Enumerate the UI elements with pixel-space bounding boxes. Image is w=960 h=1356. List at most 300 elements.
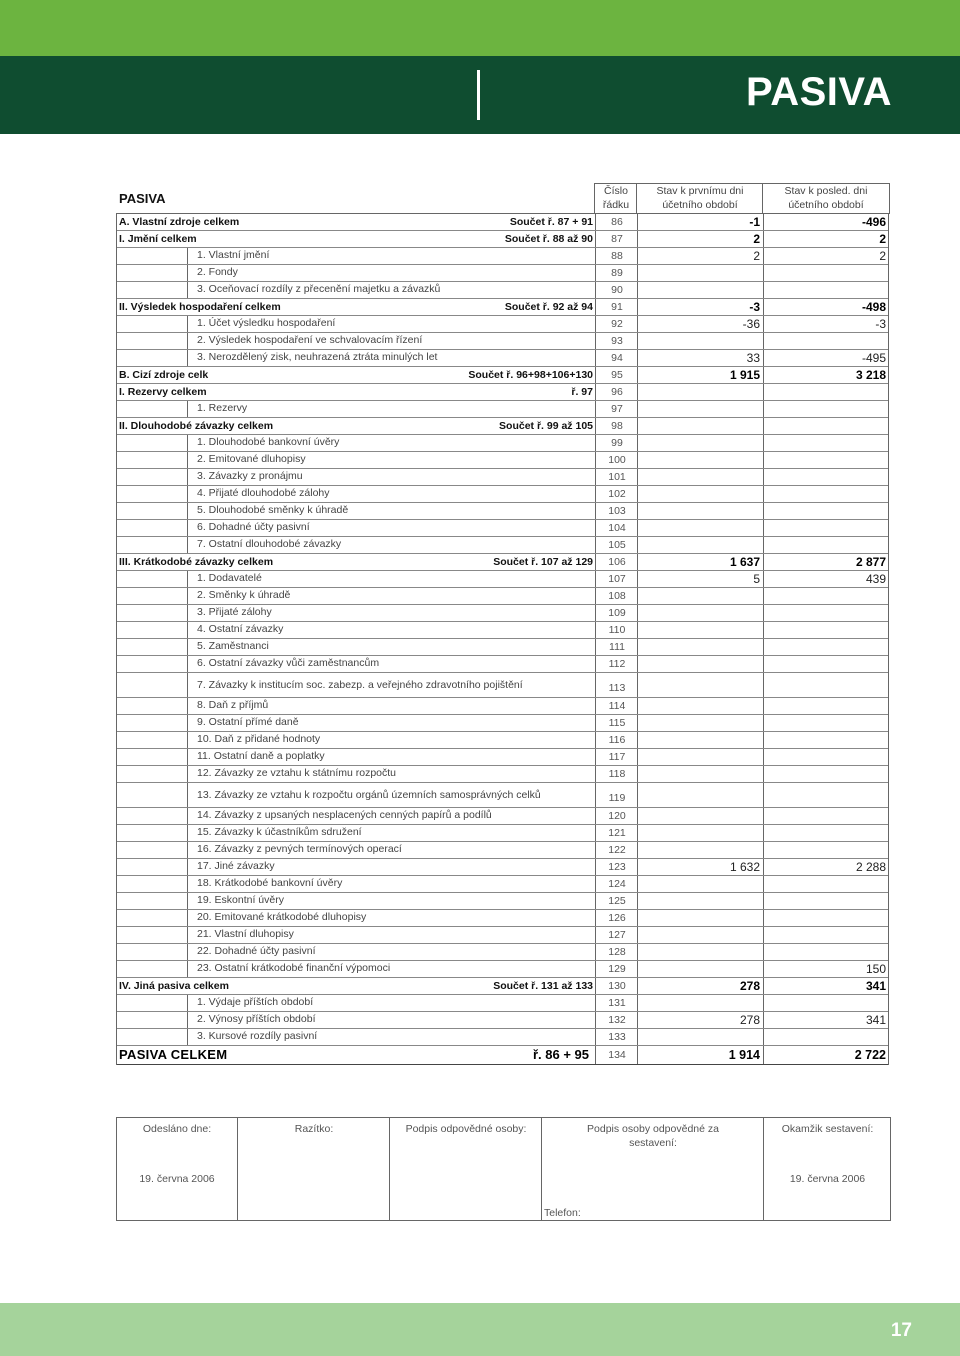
row-label-cell xyxy=(117,350,595,366)
table-row xyxy=(117,715,888,732)
last-day-value: 2 xyxy=(763,248,890,264)
table-row xyxy=(117,333,888,350)
row-number: 119 xyxy=(595,783,638,807)
row-label: 10. Daň z přidané hodnoty xyxy=(197,733,321,745)
table-row xyxy=(117,469,888,486)
row-label-cell xyxy=(117,435,595,451)
first-day-value xyxy=(637,333,764,349)
last-day-value: 439 xyxy=(763,571,890,587)
first-day-value xyxy=(637,537,764,553)
row-label-cell xyxy=(117,825,595,841)
first-day-value xyxy=(637,910,764,926)
first-day-value xyxy=(637,876,764,892)
header-title: PASIVA xyxy=(746,70,892,114)
row-label: 1. Rezervy xyxy=(197,402,248,414)
row-number: 130 xyxy=(595,978,638,994)
row-label-cell xyxy=(117,783,595,807)
last-day-value: -495 xyxy=(763,350,890,366)
first-day-value: 1 914 xyxy=(637,1046,764,1064)
row-number: 134 xyxy=(595,1046,638,1064)
table-row xyxy=(117,452,888,469)
first-day-value xyxy=(637,808,764,824)
table-row xyxy=(117,944,888,961)
row-number: 111 xyxy=(595,639,638,655)
row-number: 100 xyxy=(595,452,638,468)
row-number: 112 xyxy=(595,656,638,672)
row-number: 87 xyxy=(595,231,638,247)
page-number: 17 xyxy=(890,1320,912,1341)
indent-divider xyxy=(187,1012,188,1028)
row-label: 5. Zaměstnanci xyxy=(197,640,269,652)
row-label: 5. Dlouhodobé směnky k úhradě xyxy=(197,504,349,516)
first-day-value xyxy=(637,282,764,298)
responsible-person-label: Podpis odpovědné osoby: xyxy=(405,1123,527,1135)
indent-divider xyxy=(187,605,188,621)
last-day-value xyxy=(763,842,890,858)
sent-date-cell xyxy=(117,1118,237,1220)
row-label-cell xyxy=(117,842,595,858)
first-day-value xyxy=(637,639,764,655)
row-label-cell xyxy=(117,1046,595,1064)
row-label: 14. Závazky z upsaných nesplacených cenných papírů a podílů xyxy=(197,809,492,821)
table-row xyxy=(117,1012,888,1029)
row-label-cell xyxy=(117,520,595,536)
row-label-cell xyxy=(117,639,595,655)
row-label: 3. Nerozdělený zisk, neuhrazená ztráta minulých let xyxy=(197,351,438,363)
row-label-cell xyxy=(117,214,595,230)
row-label-cell xyxy=(117,418,595,434)
first-day-value xyxy=(637,698,764,714)
last-day-value: 2 877 xyxy=(763,554,890,570)
first-day-value xyxy=(637,927,764,943)
last-day-value xyxy=(763,435,890,451)
table-row xyxy=(117,995,888,1012)
table-row xyxy=(117,893,888,910)
last-day-value xyxy=(763,452,890,468)
indent-divider xyxy=(187,282,188,298)
row-label-cell xyxy=(117,808,595,824)
row-number: 102 xyxy=(595,486,638,502)
last-day-value xyxy=(763,622,890,638)
row-label-cell xyxy=(117,1029,595,1045)
table-row xyxy=(117,673,888,698)
row-label-cell xyxy=(117,715,595,731)
table-row xyxy=(117,588,888,605)
row-label: 20. Emitované krátkodobé dluhopisy xyxy=(197,911,367,923)
compiled-time-cell xyxy=(763,1118,891,1220)
table-row-section xyxy=(117,214,888,231)
indent-divider xyxy=(187,656,188,672)
row-label: II. Výsledek hospodaření celkem xyxy=(119,301,281,313)
row-label-cell xyxy=(117,893,595,909)
table-row xyxy=(117,961,888,978)
row-number: 120 xyxy=(595,808,638,824)
compiler-signature-cell xyxy=(541,1118,764,1220)
row-label-cell xyxy=(117,1012,595,1028)
table-row xyxy=(117,732,888,749)
table-row xyxy=(117,503,888,520)
last-day-value xyxy=(763,698,890,714)
last-day-value xyxy=(763,418,890,434)
row-label-cell xyxy=(117,944,595,960)
last-day-value xyxy=(763,808,890,824)
last-day-value xyxy=(763,282,890,298)
first-day-value xyxy=(637,401,764,417)
last-day-value xyxy=(763,520,890,536)
last-day-value xyxy=(763,944,890,960)
row-number: 92 xyxy=(595,316,638,332)
responsible-person-cell xyxy=(389,1118,542,1220)
first-day-value xyxy=(637,732,764,748)
first-day-value: 2 xyxy=(637,231,764,247)
last-day-value xyxy=(763,656,890,672)
last-day-value xyxy=(763,605,890,621)
row-label-cell xyxy=(117,749,595,765)
balance-sheet-table xyxy=(116,183,889,1065)
table-title: PASIVA xyxy=(119,191,166,206)
indent-divider xyxy=(187,715,188,731)
row-number: 86 xyxy=(595,214,638,230)
row-number: 98 xyxy=(595,418,638,434)
first-day-value: 1 637 xyxy=(637,554,764,570)
last-day-value: 341 xyxy=(763,978,890,994)
row-label-cell xyxy=(117,469,595,485)
row-number: 110 xyxy=(595,622,638,638)
row-sum-formula: Součet ř. 88 až 90 xyxy=(504,233,593,245)
indent-divider xyxy=(187,537,188,553)
sent-date-label: Odesláno dne: xyxy=(142,1123,212,1135)
row-label: 3. Závazky z pronájmu xyxy=(197,470,303,482)
table-row xyxy=(117,927,888,944)
indent-divider xyxy=(187,588,188,604)
row-number: 88 xyxy=(595,248,638,264)
table-row xyxy=(117,316,888,333)
first-day-value xyxy=(637,842,764,858)
row-number: 114 xyxy=(595,698,638,714)
indent-divider xyxy=(187,749,188,765)
last-day-value: 2 722 xyxy=(763,1046,890,1064)
indent-divider xyxy=(187,927,188,943)
row-label-cell xyxy=(117,622,595,638)
row-label: 2. Emitované dluhopisy xyxy=(197,453,306,465)
first-day-value xyxy=(637,944,764,960)
row-label: B. Cizí zdroje celk xyxy=(119,369,209,381)
indent-divider xyxy=(187,265,188,281)
first-day-value xyxy=(637,588,764,604)
row-number: 103 xyxy=(595,503,638,519)
table-row xyxy=(117,859,888,876)
row-label: 1. Dodavatelé xyxy=(197,572,262,584)
row-number: 107 xyxy=(595,571,638,587)
table-row-section xyxy=(117,299,888,316)
first-day-value xyxy=(637,961,764,977)
row-label: 2. Fondy xyxy=(197,266,238,278)
row-number: 90 xyxy=(595,282,638,298)
row-sum-formula: Součet ř. 92 až 94 xyxy=(504,301,593,313)
row-number: 113 xyxy=(595,673,638,697)
indent-divider xyxy=(187,350,188,366)
row-sum-formula: Součet ř. 87 + 91 xyxy=(509,216,593,228)
last-day-value: 2 xyxy=(763,231,890,247)
row-label-cell xyxy=(117,927,595,943)
last-day-value: 2 288 xyxy=(763,859,890,875)
last-day-value xyxy=(763,673,890,697)
row-label-cell xyxy=(117,333,595,349)
last-day-value xyxy=(763,783,890,807)
table-row xyxy=(117,537,888,554)
first-day-value xyxy=(637,893,764,909)
row-label: 11. Ostatní daně a poplatky xyxy=(197,750,325,762)
indent-divider xyxy=(187,783,188,807)
first-day-value xyxy=(637,749,764,765)
table-row xyxy=(117,265,888,282)
row-label-cell xyxy=(117,876,595,892)
row-sum-formula: Součet ř. 107 až 129 xyxy=(493,556,593,568)
first-day-value: -36 xyxy=(637,316,764,332)
row-label-cell xyxy=(117,656,595,672)
row-number: 127 xyxy=(595,927,638,943)
row-number: 126 xyxy=(595,910,638,926)
top-green-stripe xyxy=(0,0,960,56)
row-label-cell xyxy=(117,282,595,298)
row-number: 118 xyxy=(595,766,638,782)
row-number: 108 xyxy=(595,588,638,604)
first-day-value xyxy=(637,452,764,468)
row-number: 97 xyxy=(595,401,638,417)
column-header-last-day: Stav k posled. dni účetního období xyxy=(762,183,890,214)
last-day-value xyxy=(763,715,890,731)
last-day-value xyxy=(763,384,890,400)
row-label: 2. Výnosy příštích období xyxy=(197,1013,316,1025)
row-label-cell xyxy=(117,961,595,977)
indent-divider xyxy=(187,486,188,502)
last-day-value xyxy=(763,876,890,892)
row-number: 91 xyxy=(595,299,638,315)
row-label: 7. Závazky k institucím soc. zabezp. a veřejného zdravotního pojištění xyxy=(197,679,523,691)
indent-divider xyxy=(187,825,188,841)
row-label: 3. Přijaté zálohy xyxy=(197,606,272,618)
last-day-value xyxy=(763,588,890,604)
row-label-cell xyxy=(117,910,595,926)
row-sum-formula: ř. 86 + 95 xyxy=(532,1047,589,1062)
last-day-value: 3 218 xyxy=(763,367,890,383)
row-label-cell xyxy=(117,231,595,247)
row-label-cell xyxy=(117,605,595,621)
table-row-section xyxy=(117,418,888,435)
row-label: 1. Vlastní jmění xyxy=(197,249,270,261)
row-sum-formula: ř. 97 xyxy=(571,386,593,398)
last-day-value xyxy=(763,265,890,281)
row-label: 23. Ostatní krátkodobé finanční výpomoci xyxy=(197,962,391,974)
table-header xyxy=(116,183,889,213)
row-number: 131 xyxy=(595,995,638,1011)
compiled-time-value: 19. června 2006 xyxy=(789,1173,866,1185)
table-row xyxy=(117,282,888,299)
first-day-value xyxy=(637,995,764,1011)
table-row-section xyxy=(117,231,888,248)
indent-divider xyxy=(187,876,188,892)
row-label: 4. Ostatní závazky xyxy=(197,623,284,635)
row-number: 106 xyxy=(595,554,638,570)
indent-divider xyxy=(187,452,188,468)
row-number: 133 xyxy=(595,1029,638,1045)
row-sum-formula: Součet ř. 96+98+106+130 xyxy=(468,369,593,381)
row-label-cell xyxy=(117,732,595,748)
indent-divider xyxy=(187,435,188,451)
row-number: 109 xyxy=(595,605,638,621)
last-day-value: 341 xyxy=(763,1012,890,1028)
indent-divider xyxy=(187,842,188,858)
indent-divider xyxy=(187,333,188,349)
first-day-value xyxy=(637,503,764,519)
row-label: A. Vlastní zdroje celkem xyxy=(119,216,240,228)
column-header-first-day: Stav k prvnímu dni účetního období xyxy=(636,183,763,214)
first-day-value xyxy=(637,673,764,697)
table-row-section xyxy=(117,367,888,384)
row-label: 4. Přijaté dlouhodobé zálohy xyxy=(197,487,330,499)
stamp-cell xyxy=(237,1118,390,1220)
first-day-value: 2 xyxy=(637,248,764,264)
table-row xyxy=(117,698,888,715)
indent-divider xyxy=(187,808,188,824)
last-day-value xyxy=(763,401,890,417)
row-label: II. Dlouhodobé závazky celkem xyxy=(119,420,274,432)
row-label: 8. Daň z příjmů xyxy=(197,699,269,711)
row-label: 13. Závazky ze vztahu k rozpočtu orgánů územních samosprávných celků xyxy=(197,789,541,801)
row-number: 132 xyxy=(595,1012,638,1028)
compiler-signature-label: Podpis osoby odpovědné za sestavení: xyxy=(587,1123,719,1149)
row-label-cell xyxy=(117,537,595,553)
row-label-cell xyxy=(117,265,595,281)
row-number: 101 xyxy=(595,469,638,485)
table-row xyxy=(117,766,888,783)
first-day-value xyxy=(637,469,764,485)
first-day-value xyxy=(637,825,764,841)
first-day-value: 278 xyxy=(637,1012,764,1028)
row-label: 1. Dlouhodobé bankovní úvěry xyxy=(197,436,340,448)
row-label: 18. Krátkodobé bankovní úvěry xyxy=(197,877,343,889)
compiled-time-label: Okamžik sestavení: xyxy=(781,1123,874,1135)
indent-divider xyxy=(187,673,188,697)
table-row xyxy=(117,825,888,842)
row-number: 115 xyxy=(595,715,638,731)
first-day-value: 1 915 xyxy=(637,367,764,383)
row-label: 3. Oceňovací rozdíly z přecenění majetku a závazků xyxy=(197,283,441,295)
row-number: 94 xyxy=(595,350,638,366)
row-label: 15. Závazky k účastníkům sdružení xyxy=(197,826,362,838)
row-label: 1. Výdaje příštích období xyxy=(197,996,314,1008)
row-number: 123 xyxy=(595,859,638,875)
last-day-value xyxy=(763,537,890,553)
indent-divider xyxy=(187,961,188,977)
indent-divider xyxy=(187,622,188,638)
indent-divider xyxy=(187,859,188,875)
row-number: 93 xyxy=(595,333,638,349)
row-label: PASIVA CELKEM xyxy=(119,1047,228,1062)
table-row-section xyxy=(117,978,888,995)
table-row xyxy=(117,605,888,622)
row-number: 105 xyxy=(595,537,638,553)
last-day-value xyxy=(763,995,890,1011)
last-day-value xyxy=(763,927,890,943)
indent-divider xyxy=(187,698,188,714)
first-day-value: 33 xyxy=(637,350,764,366)
row-label-cell xyxy=(117,316,595,332)
row-label-cell xyxy=(117,452,595,468)
table-row xyxy=(117,350,888,367)
row-label: III. Krátkodobé závazky celkem xyxy=(119,556,274,568)
row-label-cell xyxy=(117,384,595,400)
first-day-value xyxy=(637,384,764,400)
row-sum-formula: Součet ř. 99 až 105 xyxy=(499,420,593,432)
indent-divider xyxy=(187,1029,188,1045)
indent-divider xyxy=(187,248,188,264)
row-number: 124 xyxy=(595,876,638,892)
last-day-value xyxy=(763,639,890,655)
row-label-cell xyxy=(117,401,595,417)
table-row xyxy=(117,435,888,452)
footer-band xyxy=(0,1303,960,1356)
row-number: 99 xyxy=(595,435,638,451)
row-sum-formula: Součet ř. 131 až 133 xyxy=(493,980,593,992)
header-divider xyxy=(477,70,480,120)
row-label: 7. Ostatní dlouhodobé závazky xyxy=(197,538,342,550)
last-day-value xyxy=(763,910,890,926)
row-label-cell xyxy=(117,299,595,315)
sent-date-value: 19. června 2006 xyxy=(139,1173,215,1185)
column-header-row-number: Číslo řádku xyxy=(594,183,637,214)
indent-divider xyxy=(187,944,188,960)
row-label: 21. Vlastní dluhopisy xyxy=(197,928,294,940)
table-row xyxy=(117,622,888,639)
table-row xyxy=(117,876,888,893)
table-row xyxy=(117,401,888,418)
indent-divider xyxy=(187,520,188,536)
row-label: 6. Ostatní závazky vůči zaměstnancům xyxy=(197,657,380,669)
table-row xyxy=(117,656,888,673)
indent-divider xyxy=(187,469,188,485)
row-label: 6. Dohadné účty pasivní xyxy=(197,521,310,533)
first-day-value xyxy=(637,435,764,451)
last-day-value xyxy=(763,893,890,909)
table-row xyxy=(117,248,888,265)
row-number: 129 xyxy=(595,961,638,977)
first-day-value xyxy=(637,520,764,536)
row-label-cell xyxy=(117,978,595,994)
first-day-value: 1 632 xyxy=(637,859,764,875)
indent-divider xyxy=(187,893,188,909)
row-label-cell xyxy=(117,571,595,587)
first-day-value xyxy=(637,1029,764,1045)
row-label: I. Rezervy celkem xyxy=(119,386,207,398)
row-label: 22. Dohadné účty pasivní xyxy=(197,945,316,957)
last-day-value xyxy=(763,825,890,841)
row-label-cell xyxy=(117,995,595,1011)
row-label: 2. Výsledek hospodaření ve schvalovacím řízení xyxy=(197,334,423,346)
first-day-value xyxy=(637,265,764,281)
first-day-value xyxy=(637,486,764,502)
indent-divider xyxy=(187,639,188,655)
last-day-value xyxy=(763,486,890,502)
row-number: 125 xyxy=(595,893,638,909)
row-number: 128 xyxy=(595,944,638,960)
row-label: 12. Závazky ze vztahu k státnímu rozpočtu xyxy=(197,767,397,779)
indent-divider xyxy=(187,316,188,332)
row-number: 122 xyxy=(595,842,638,858)
first-day-value: -1 xyxy=(637,214,764,230)
row-number: 104 xyxy=(595,520,638,536)
first-day-value xyxy=(637,766,764,782)
